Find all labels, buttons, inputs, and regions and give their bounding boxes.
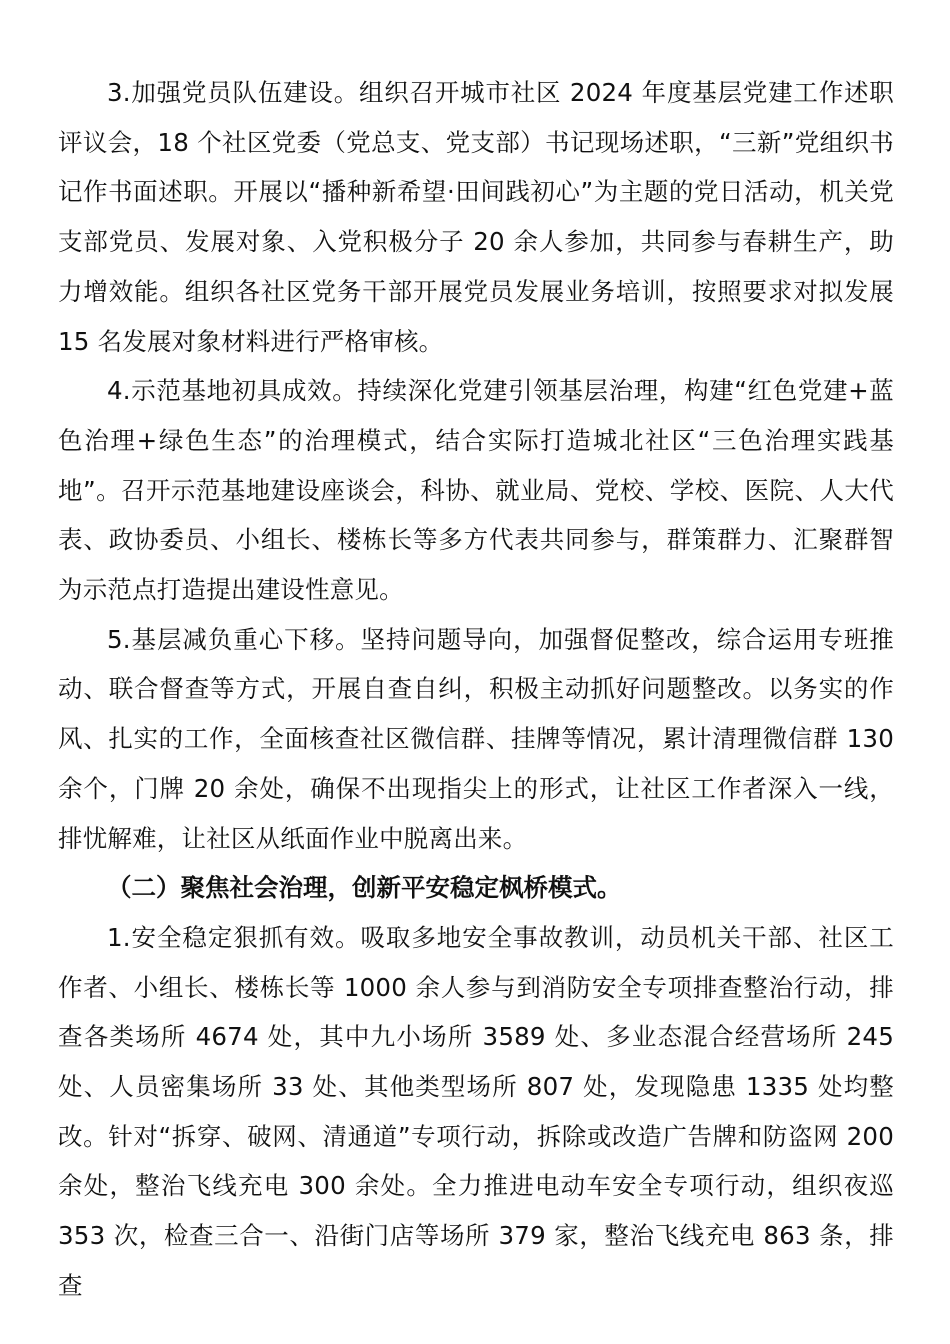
paragraph-demonstration-base: 4.示范基地初具成效。持续深化党建引领基层治理，构建“红色党建+蓝色治理+绿色生态”的治理模式，结合实际打造城北社区“三色治理实践基地”。召开示范基地建设座谈会，科协、就业局、党校、学校、医院、人大代表、政协委员、小组长、楼栋长等多方代表共同参与，群策群力、汇聚群智为示范点打造提出建设性意见。 [58,376,894,605]
paragraph-party-team-building: 3.加强党员队伍建设。组织召开城市社区 2024 年度基层党建工作述职评议会，18 个社区党委（党总支、党支部）书记现场述职，“三新”党组织书记作书面述职。开展以“播种新希望·田间践初心”为主题的党日活动，机关党支部党员、发展对象、入党积极分子 20 余人参加，共同参与春耕生产，助力增效能。组织各社区党务干部开展党员发展业务培训，按照要求对拟发展 15 名发展对象材料进行严格审核。 [58,78,894,356]
document-page [58,68,894,1311]
paragraph-safety-stability: 1.安全稳定狠抓有效。吸取多地安全事故教训，动员机关干部、社区工作者、小组长、楼栋长等 1000 余人参与到消防安全专项排查整治行动，排查各类场所 4674 处，其中九小场所 3589 处、多业态混合经营场所 245 处、人员密集场所 33 处、其他类型场所 807 处，发现隐患 1335 处均整改。针对“拆穿、破网、清通道”专项行动，拆除或改造广告牌和防盗网 200 余处，整治飞线充电 300 余处。全力推进电动车安全专项行动，组织夜巡 353 次，检查三合一、沿街门店等场所 379 家，整治飞线充电 863 条，排查 [58,922,894,1300]
paragraph-burden-reduction: 5.基层减负重心下移。坚持问题导向，加强督促整改，综合运用专班推动、联合督查等方式，开展自查自纠，积极主动抓好问题整改。以务实的作风、扎实的工作，全面核查社区微信群、挂牌等情况，累计清理微信群 130 余个，门牌 20 余处，确保不出现指尖上的形式，让社区工作者深入一线，排忧解难，让社区从纸面作业中脱离出来。 [58,624,894,853]
section-heading-social-governance: （二）聚焦社会治理，创新平安稳定枫桥模式。 [107,873,622,903]
